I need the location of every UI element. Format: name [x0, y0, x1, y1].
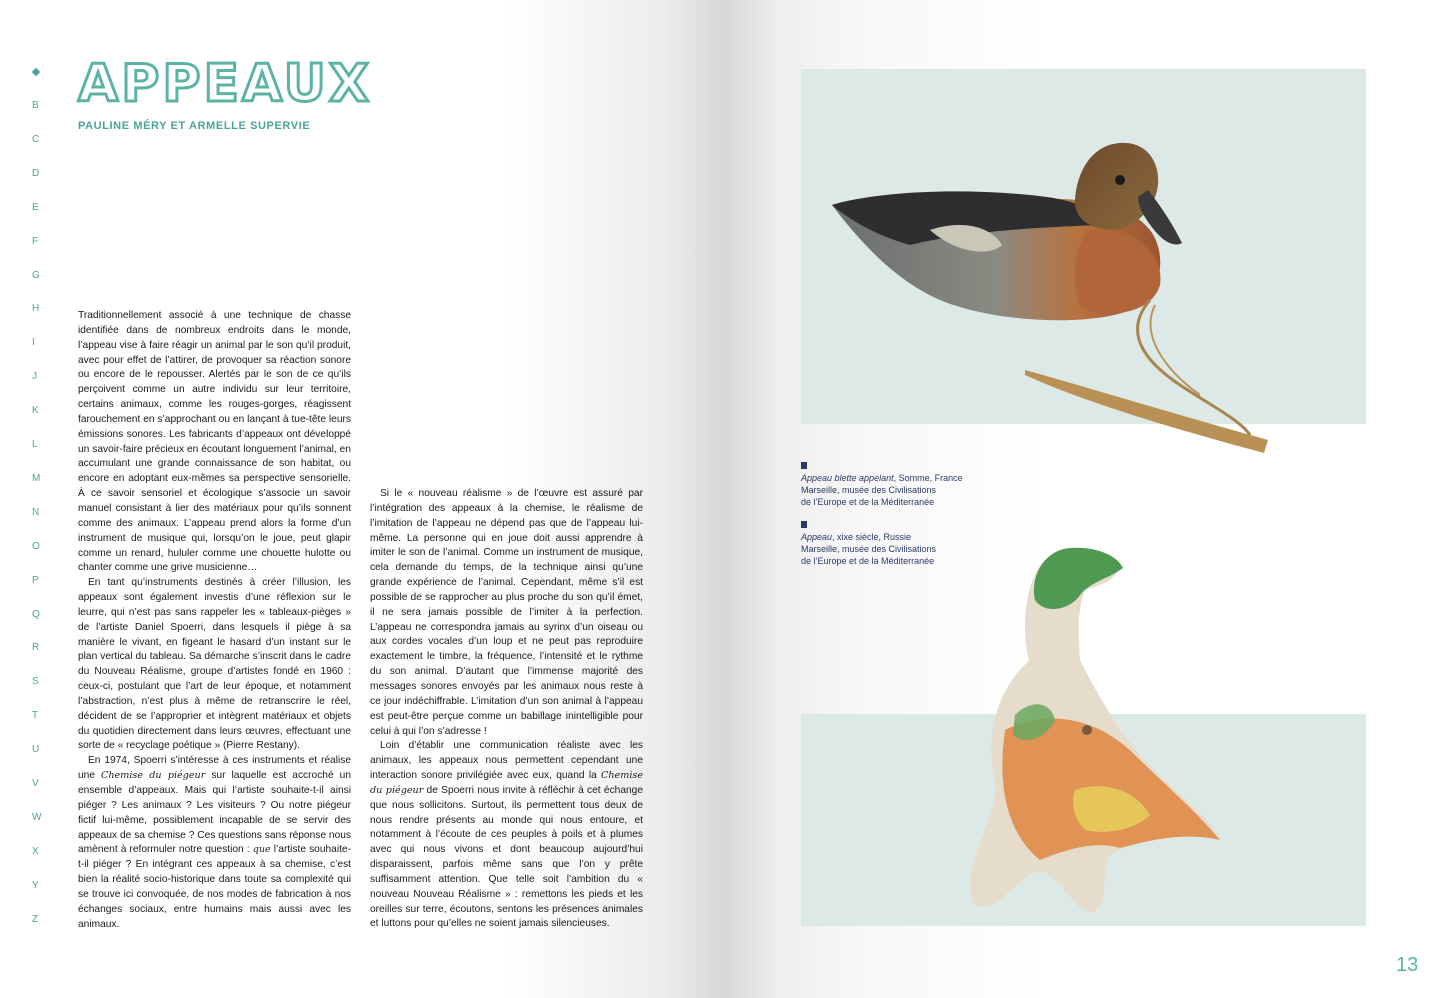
alphabet-letter-b: B	[32, 100, 39, 111]
alphabet-letter-j: J	[32, 371, 37, 383]
figure-number-icon	[801, 462, 807, 469]
caption-title: Appeau	[801, 532, 833, 542]
alphabet-letter-x: X	[32, 845, 39, 857]
duck-decoy-image	[820, 135, 1280, 465]
page-title: APPEAUX	[78, 54, 372, 114]
page-number: 13	[1396, 954, 1419, 976]
caption-1	[801, 462, 963, 508]
alphabet-letter-s: S	[32, 676, 39, 688]
alphabet-letter-l: L	[32, 439, 38, 450]
caption-2	[801, 521, 936, 567]
alphabet-letter-r: R	[32, 642, 40, 654]
authors-line: PAULINE MÉRY ET ARMELLE SUPERVIE	[78, 120, 311, 132]
alphabet-letter-f: F	[32, 235, 39, 247]
caption-line: de l’Europe et de la Méditerranée	[801, 497, 935, 507]
alphabet-letter-q: Q	[32, 608, 40, 620]
alphabet-letter-n: N	[32, 506, 40, 518]
caption-place: , xixe siècle, Russie	[832, 532, 912, 542]
alphabet-letter-g: G	[32, 269, 40, 281]
artwork-title: Chemise du piégeur	[370, 770, 643, 796]
paragraph	[370, 739, 643, 932]
text-run: sur laquelle est accroché un ensemble d’appeaux. Mais qui l’artiste souhaite-t-il ainsi piéger ? Les animaux ? Les visiteurs ? Ou notre piégeur fictif lui-même, possiblement incapable de se servir des appeaux de sa chemise ? Ces questions sans réponse nous amènent à reformuler notre question :	[78, 770, 351, 856]
paragraph	[78, 754, 351, 932]
alphabet-letter-m: M	[32, 472, 41, 484]
caption-title: Appeau blette appelant	[801, 473, 894, 483]
text-run: l’artiste souhaite-t-il piéger ? En intégrant ces appeaux à sa chemise, c’est bien la réalité socio-historique dans toute sa complexité qui se trouve ici convoquée, de nos modes de fabrication à nos échanges sociaux, entre humains mais aussi avec les animaux.	[78, 844, 351, 930]
alphabet-letter-w: W	[32, 811, 42, 823]
text-run: En 1974, Spoerri s’intéresse à ces instruments et réalise une	[78, 755, 351, 782]
caption-line: Marseille, musée des Civilisations	[801, 544, 937, 554]
text-run: de Spoerri nous invite à réfléchir à cet échange que nous sollicitons. Surtout, ils permettent tous deux de nous rendre présents au monde qui nous entoure, et notamment à l’écoute de ces peuples à poils et à plumes avec qui nous vivons et dont beaucoup aujourd’hui disparaissent, parfois même sans que l’on y prête suffisamment attention. Que telle soit l’ambition du « nouveau Nouveau Réalisme » : remettons les pieds et les oreilles sur terre, écoutons, sentons les présences animales et luttons pour qu’elles ne soient jamais silencieuses.	[370, 784, 643, 930]
text-column-1	[78, 309, 351, 932]
alphabet-letter-h: H	[32, 303, 40, 315]
alphabet-letter-i: I	[32, 337, 35, 349]
alphabet-letter-k: K	[32, 405, 39, 417]
paragraph: Si le « nouveau réalisme » de l’œuvre est assuré par l’intégration des appeaux à la chemise, le réalisme de l’imitation de l’appeau ne dépend pas que de l’appeau lui-même. La personne qui en joue doit aussi apprendre à imiter le son de l’animal. Comme un instrument de musique, cela demande du temps, de la technique ainsi qu’une grande expérience de l’animal. Cependant, même s’il est possible de se rapprocher au plus proche du son qu’il émet, il ne sera jamais possible de l’imiter à la perfection. L’appeau ne correspondra jamais au syrinx d’un oiseau ou aux cordes vocales d’un loup et ne peut pas reproduire exactement le timbre, la fréquence, l’intensité et le rythme du son animal. D’autant que l’immense majorité des messages sonores envoyés par les animaux nous reste à ce jour indéchiffrable. L’imitation d’un son animal à l’appeau est peut-être perçue comme un babillage inintelligible pour celui à qui l’on s’adresse !	[370, 488, 643, 737]
caption-place: , Somme, France	[893, 473, 963, 483]
artwork-title: Chemise du piégeur	[101, 770, 206, 782]
paragraph: Traditionnellement associé à une technique de chasse identifiée dans de nombreux endroits dans le monde, l’appeau vise à faire réagir un animal par le son qu’il produit, avec pour effet de l’attirer, de provoquer sa réaction sonore ou encore de le repousser. Alertés par le son de ce qu’ils perçoivent comme un autre individu sur leur territoire, certains animaux, comme les rouges-gorges, réagissent farouchement en s’approchant ou en lançant à tue-tête leurs émissions sonores. Les fabricants d’appeaux ont développé un savoir-faire précieux en écoutant longuement l’animal, en accumulant une grande connaissance de son habitat, ou encore en adoptant eux-mêmes sa perspective sensorielle. À ce savoir sensoriel et écologique s’associe un savoir manuel consistant à lier des matériaux pour qu’ils sonnent comme des animaux. L’appeau prend alors la forme d’un instrument de musique qui, lorsqu’on le joue, peut glapir comme un renard, hululer comme une chouette hulotte ou chanter comme une grive musicienne…	[78, 310, 351, 574]
alphabet-letter-o: O	[32, 540, 40, 552]
caption-line: Marseille, musée des Civilisations	[801, 485, 937, 495]
alphabet-letter-p: P	[32, 574, 39, 586]
alphabet-letter-v: V	[32, 778, 39, 789]
alphabet-letter-y: Y	[32, 879, 39, 891]
figure-number-icon	[801, 521, 807, 528]
emphasis: que	[252, 844, 271, 856]
clay-bird-whistle-image	[935, 540, 1235, 920]
paragraph: En tant qu’instruments destinés à créer l’illusion, les appeaux sont également investis d’une réflexion sur le leurre, qui n’est pas sans rappeler les « tableaux-pièges » de l’artiste Daniel Spoerri, dans lesquels il piège à sa manière le vivant, en figeant le hasard d’un instant sur le plan vertical du tableau. Sa démarche s’inscrit dans le cadre du Nouveau Réalisme, groupe d’artistes fondé en 1960 : ceux-ci, postulant que l’art de leur époque, et notamment l’abstraction, n’est plus à même de retranscrire le réel, décident de se l’approprier et intègrent matériaux et objets du quotidien directement dans leurs œuvres, effectuant une sorte de « recyclage poétique » (Pierre Restany).	[78, 577, 351, 752]
alphabet-letter-c: C	[32, 133, 40, 145]
alphabet-letter-t: T	[32, 710, 39, 722]
alphabet-letter-u: U	[32, 744, 40, 756]
caption-line: de l’Europe et de la Méditerranée	[801, 556, 935, 566]
alphabet-letter-e: E	[32, 201, 39, 213]
text-column-2	[370, 487, 643, 932]
text-run: Loin d’établir une communication réaliste avec les animaux, les appeaux nous permettent cependant une interaction sonore privilégiée avec eux, quand la	[370, 740, 643, 782]
alphabet-letter-d: D	[32, 167, 40, 179]
alphabet-letter-z: Z	[32, 913, 39, 925]
